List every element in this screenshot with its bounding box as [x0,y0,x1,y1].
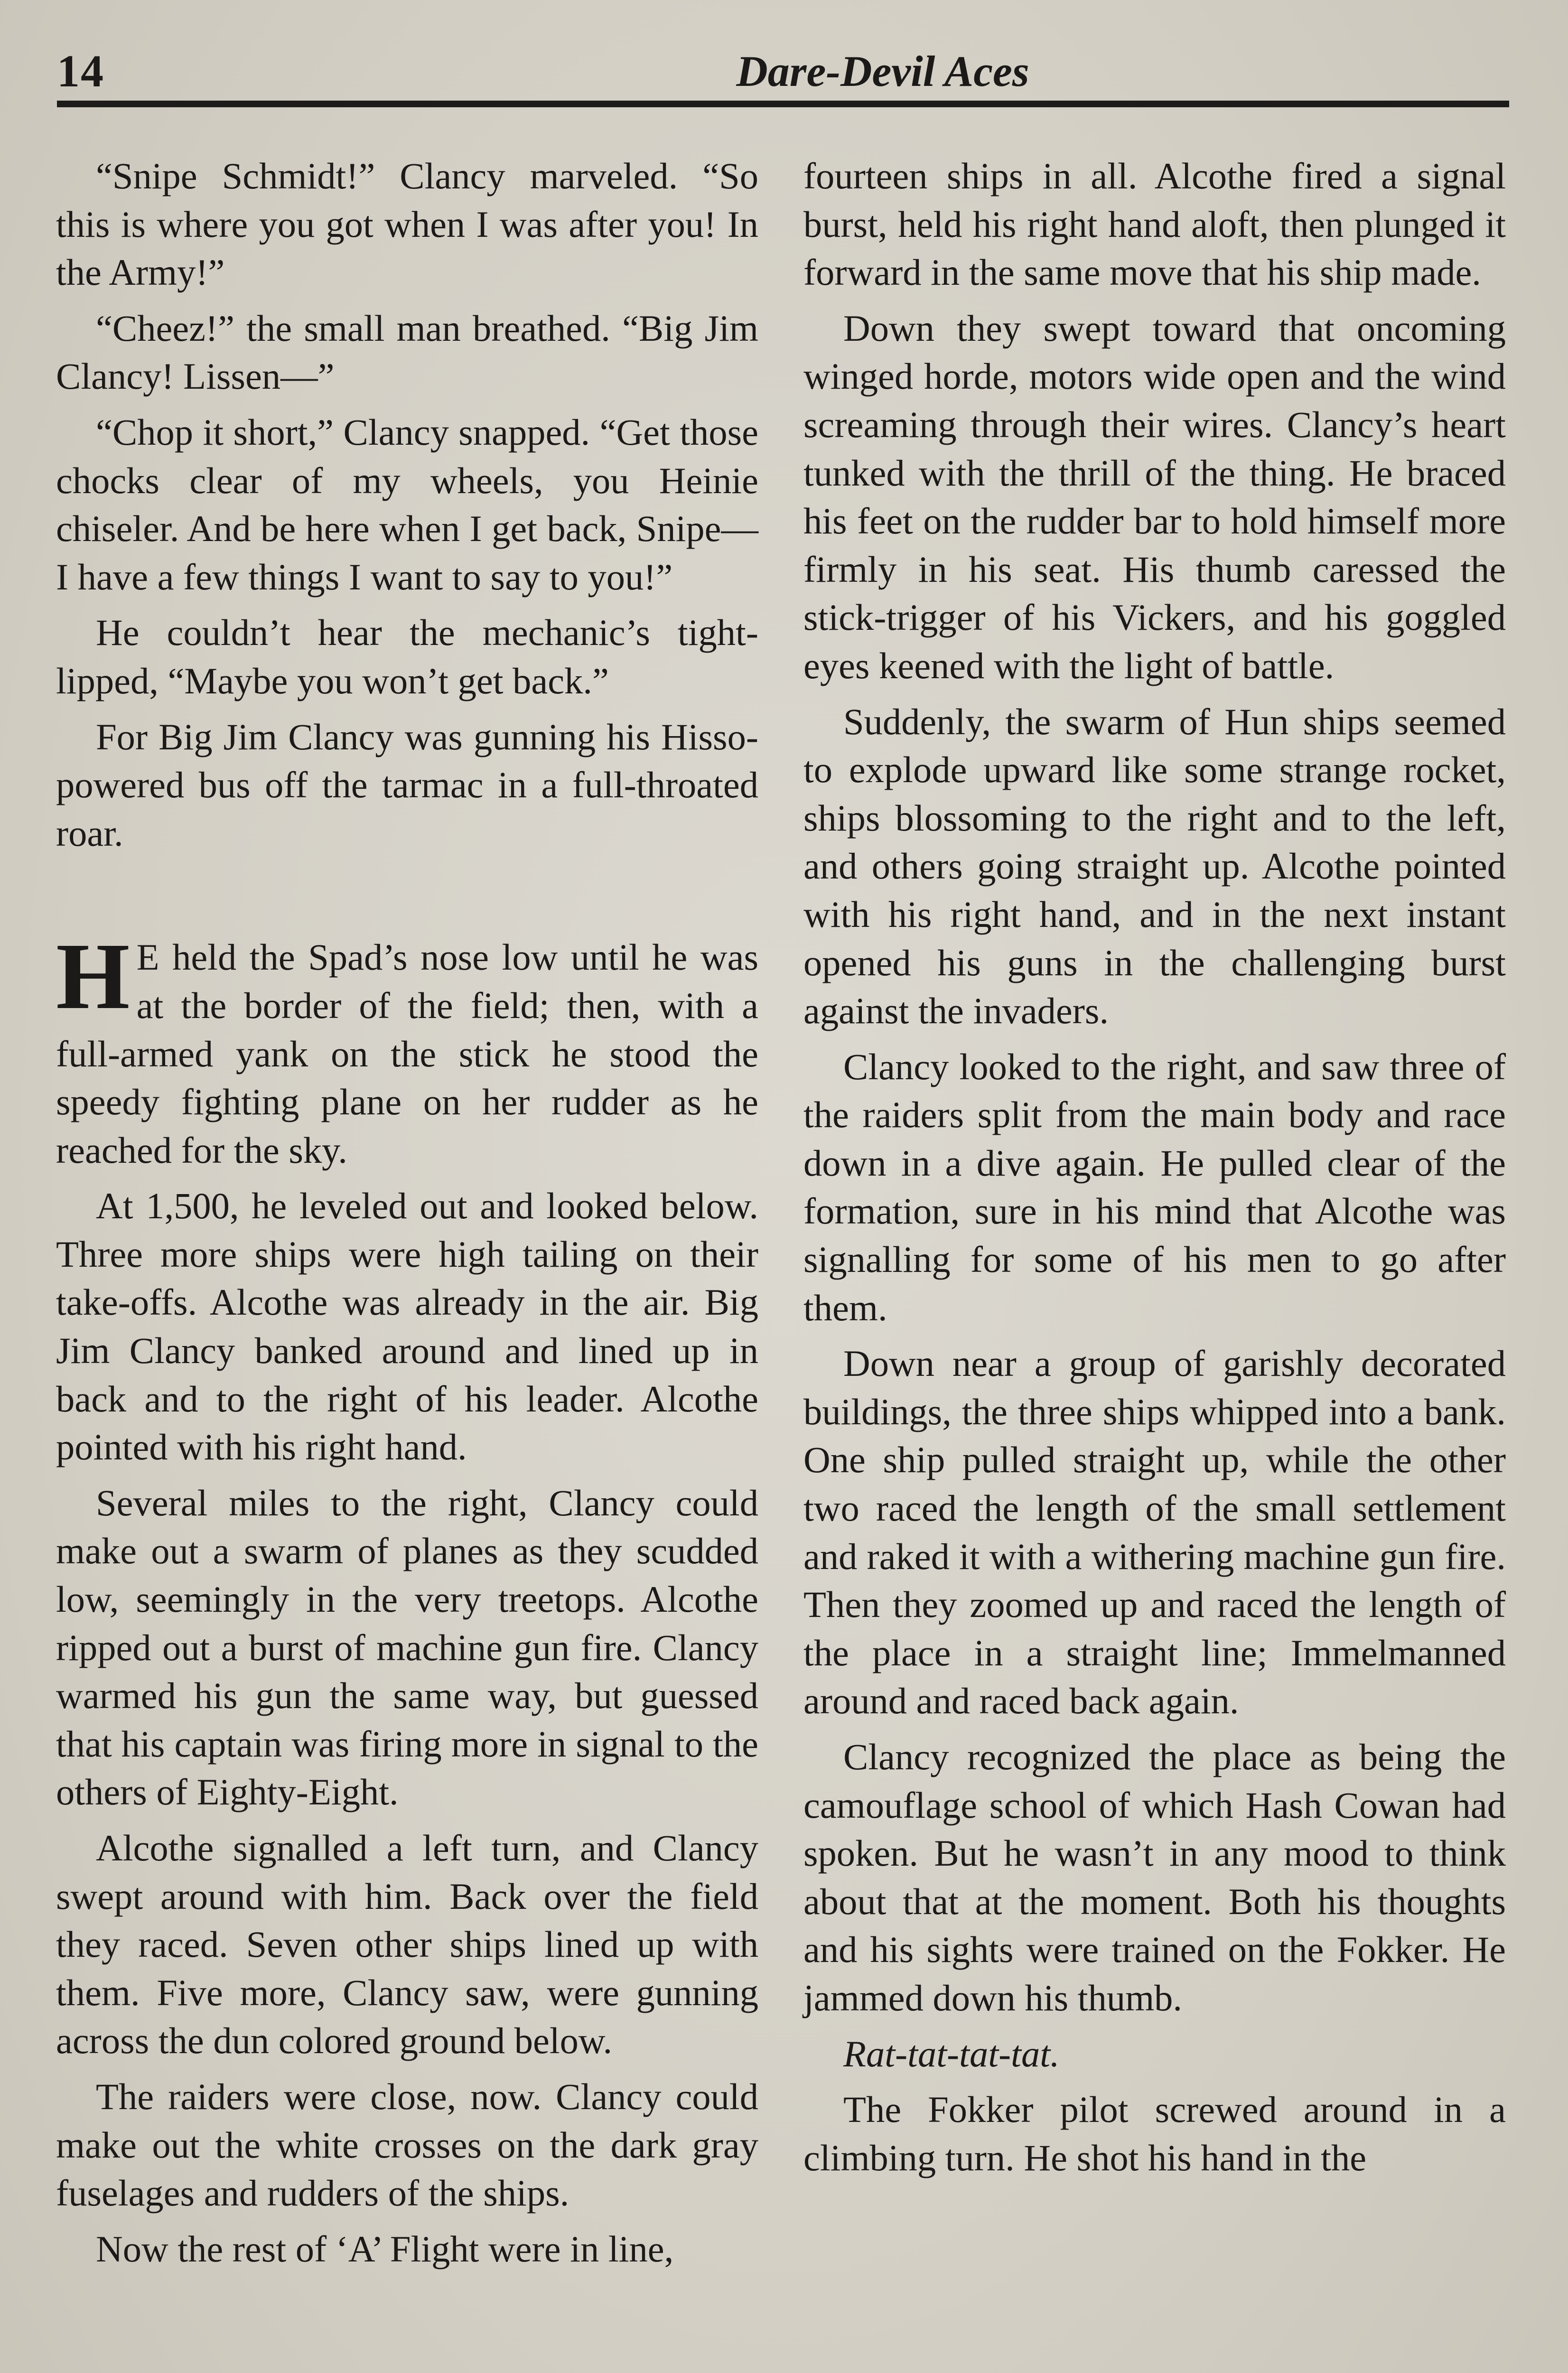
paragraph: “Cheez!” the small man breathed. “Big Jim Clancy! Lissen—” [56,307,758,397]
paragraph: At 1,500, he leveled out and looked below. Three more ships were high tailing on their take-offs. Alcothe was already in the air. Big Jim Clancy banked around and lined up in back and to the right of his leader. Alcothe pointed with his right hand. [56,1185,758,1468]
paragraph-text: E held the Spad’s nose low until he was at the border of the field; then, with a full-armed yank on the stick he stood the speedy fighting plane on her rudder as he reached for the sky. [56,936,758,1171]
page-number: 14 [57,46,104,96]
header-rule [57,101,1509,107]
section-opening-paragraph [56,924,758,1174]
right-column [803,152,1506,2189]
paragraph: “Snipe Schmidt!” Clancy marveled. “So this is where you got when I was after you! In the Army!” [56,155,758,293]
paragraph: Several miles to the right, Clancy could make out a swarm of planes as they scudded low, seemingly in the very treetops. Alcothe ripped out a burst of machine gun fire. Clancy warmed his gun the same way, but guessed that his captain was firing more in signal to the others of Eighty-Eight. [56,1482,758,1813]
paragraph: For Big Jim Clancy was gunning his Hisso-powered bus off the tarmac in a full-throated roar. [56,716,758,854]
left-column [56,152,758,2280]
paragraph: Alcothe signalled a left turn, and Clancy swept around with him. Back over the field they raced. Seven other ships lined up with them. Five more, Clancy saw, were gunning across the dun colored ground below. [56,1827,758,2062]
paragraph: Suddenly, the swarm of Hun ships seemed to explode upward like some strange rocket, ships blossoming to the right and to the left, and others going straight up. Alcothe pointed with his right hand, and in the next instant opened his guns in the challenging burst against the invaders. [803,701,1506,1032]
paragraph: Down they swept toward that oncoming winged horde, motors wide open and the wind screaming through their wires. Clancy’s heart tunked with the thrill of the thing. He braced his feet on the rudder bar to hold himself more firmly in his seat. His thumb caressed the stick-trigger of his Vickers, and his goggled eyes keened with the light of battle. [803,307,1506,686]
paragraph: fourteen ships in all. Alcothe fired a signal burst, held his right hand aloft, then plunged it forward in the same move that his ship made. [803,155,1506,293]
paragraph: Down near a group of garishly decorated buildings, the three ships whipped into a bank. One ship pulled straight up, while the other two raced the length of the small settlement and raked it with a withering machine gun fire. Then they zoomed up and raced the length of the place in a straight line; Immelmanned around and raced back again. [803,1343,1506,1722]
running-title: Dare-Devil Aces [736,47,1029,95]
drop-cap: H [56,924,130,1029]
sound-effect-line: Rat-tat-tat-tat. [843,2033,1060,2074]
page-header [57,43,1509,100]
paragraph: The raiders were close, now. Clancy could make out the white crosses on the dark gray fuselages and rudders of the ships. [56,2075,758,2214]
paragraph: “Chop it short,” Clancy snapped. “Get those chocks clear of my wheels, you Heinie chiseler. And be here when I get back, Snipe—I have a few things I want to say to you!” [56,411,758,598]
paragraph: He couldn’t hear the mechanic’s tight-lipped, “Maybe you won’t get back.” [56,612,758,701]
paragraph: Clancy recognized the place as being the camouflage school of which Hash Cowan had spoken. But he wasn’t in any mood to think about that at the moment. Both his thoughts and his sights were trained on the Fokker. He jammed down his thumb. [803,1736,1506,2018]
paragraph: Now the rest of ‘A’ Flight were in line, [96,2228,674,2270]
paragraph: Clancy looked to the right, and saw three of the raiders split from the main body and race down in a dive again. He pulled clear of the formation, sure in his mind that Alcothe was signalling for some of his men to go after them. [803,1046,1506,1328]
paragraph: The Fokker pilot screwed around in a climbing turn. He shot his hand in the [803,2089,1506,2178]
